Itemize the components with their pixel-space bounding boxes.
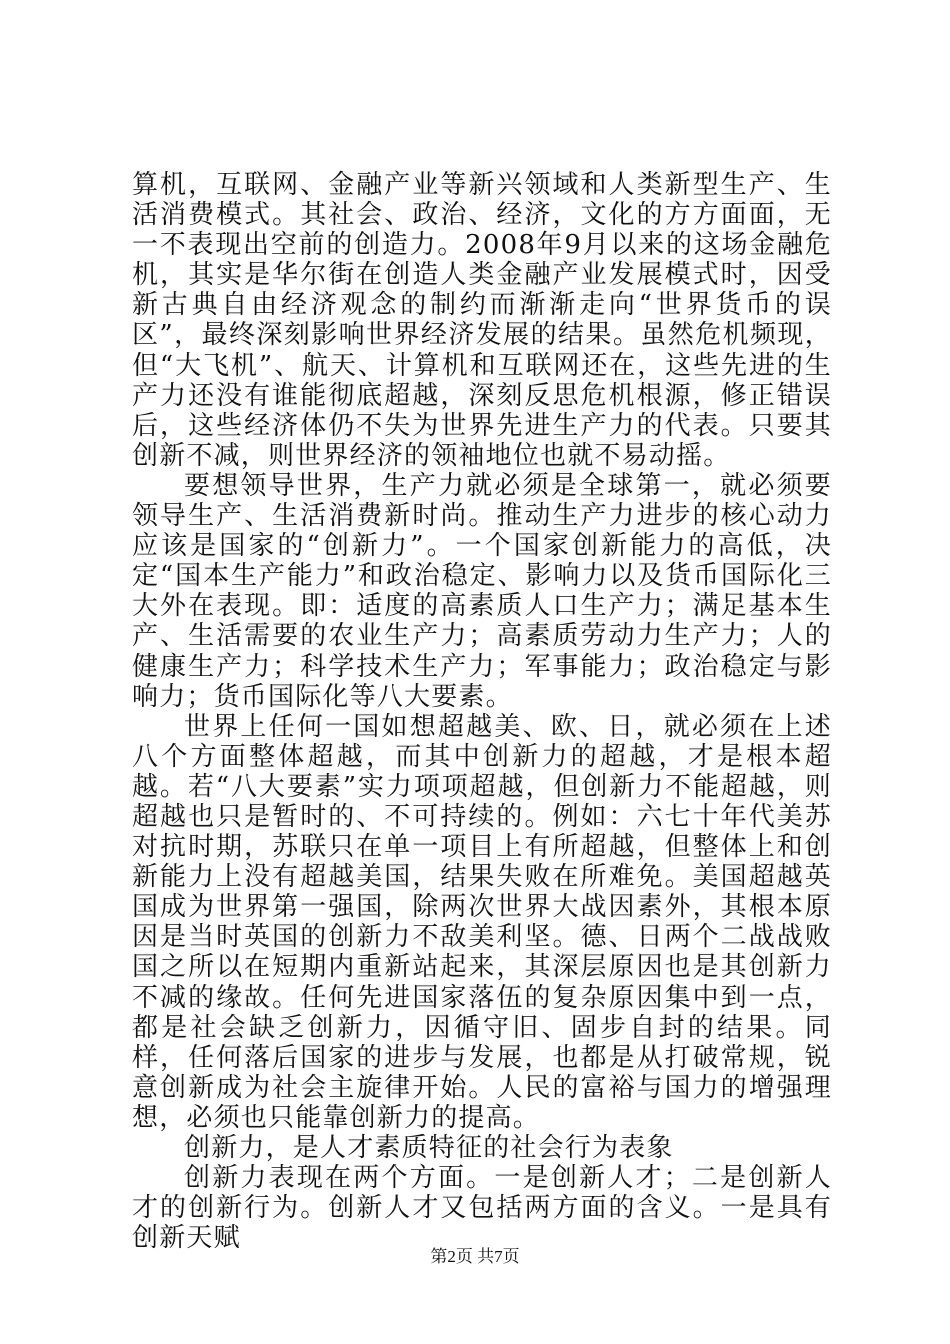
section-heading: 创新力，是人才素质特征的社会行为表象 xyxy=(184,1133,674,1163)
paragraph-innovation-talent: 创新力表现在两个方面。一是创新人才；二是创新人才的创新行为。创新人才又包括两方面的含义。一是具有创新天赋 xyxy=(132,1163,832,1254)
paragraph-continuation: 算机，互联网、金融产业等新兴领域和人类新型生产、生活消费模式。其社会、政治、经济，文化的方方面面，无一不表现出空前的创造力。2008年9月以来的这场金融危机，其实是华尔街在创造人类金融产业发展模式时，因受新古典自由经济观念的制约而渐渐走向“世界货币的误区”，最终深刻影响世界经济发展的结果。虽然危机频现，但“大飞机”、航天、计算机和互联网还在，这些先进的生产力还没有谁能彻底超越，深刻反思危机根源，修正错误后，这些经济体仍不失为世界先进生产力的代表。只要其创新不减，则世界经济的领袖地位也就不易动摇。 xyxy=(132,170,832,471)
paragraph-lead-production: 要想领导世界，生产力就必须是全球第一，就必须要领导生产、生活消费新时尚。推动生产力进步的核心动力应该是国家的“创新力”。一个国家创新能力的高低，决定“国本生产能力”和政治稳定、影响力以及货币国际化三大外在表现。即：适度的高素质人口生产力；满足基本生产、生活需要的农业生产力；高素质劳动力生产力；人的健康生产力；科学技术生产力；军事能力；政治稳定与影响力；货币国际化等八大要素。 xyxy=(132,470,832,712)
document-body xyxy=(132,170,832,1253)
page-number-footer: 第2页 共7页 xyxy=(430,1247,520,1266)
paragraph-surpass: 世界上任何一国如想超越美、欧、日，就必须在上述八个方面整体超越，而其中创新力的超越，才是根本超越。若“八大要素”实力项项超越，但创新力不能超越，则超越也只是暂时的、不可持续的。例如：六七十年代美苏对抗时期，苏联只在单一项目上有所超越，但整体上和创新能力上没有超越美国，结果失败在所难免。美国超越英国成为世界第一强国，除两次世界大战因素外，其根本原因是当时英国的创新力不敌美利坚。德、日两个二战战败国之所以在短期内重新站起来，其深层原因也是其创新力不减的缘故。任何先进国家落伍的复杂原因集中到一点，都是社会缺乏创新力，因循守旧、固步自封的结果。同样，任何落后国家的进步与发展，也都是从打破常规，锐意创新成为社会主旋律开始。人民的富裕与国力的增强理想，必须也只能靠创新力的提高。 xyxy=(132,711,832,1133)
